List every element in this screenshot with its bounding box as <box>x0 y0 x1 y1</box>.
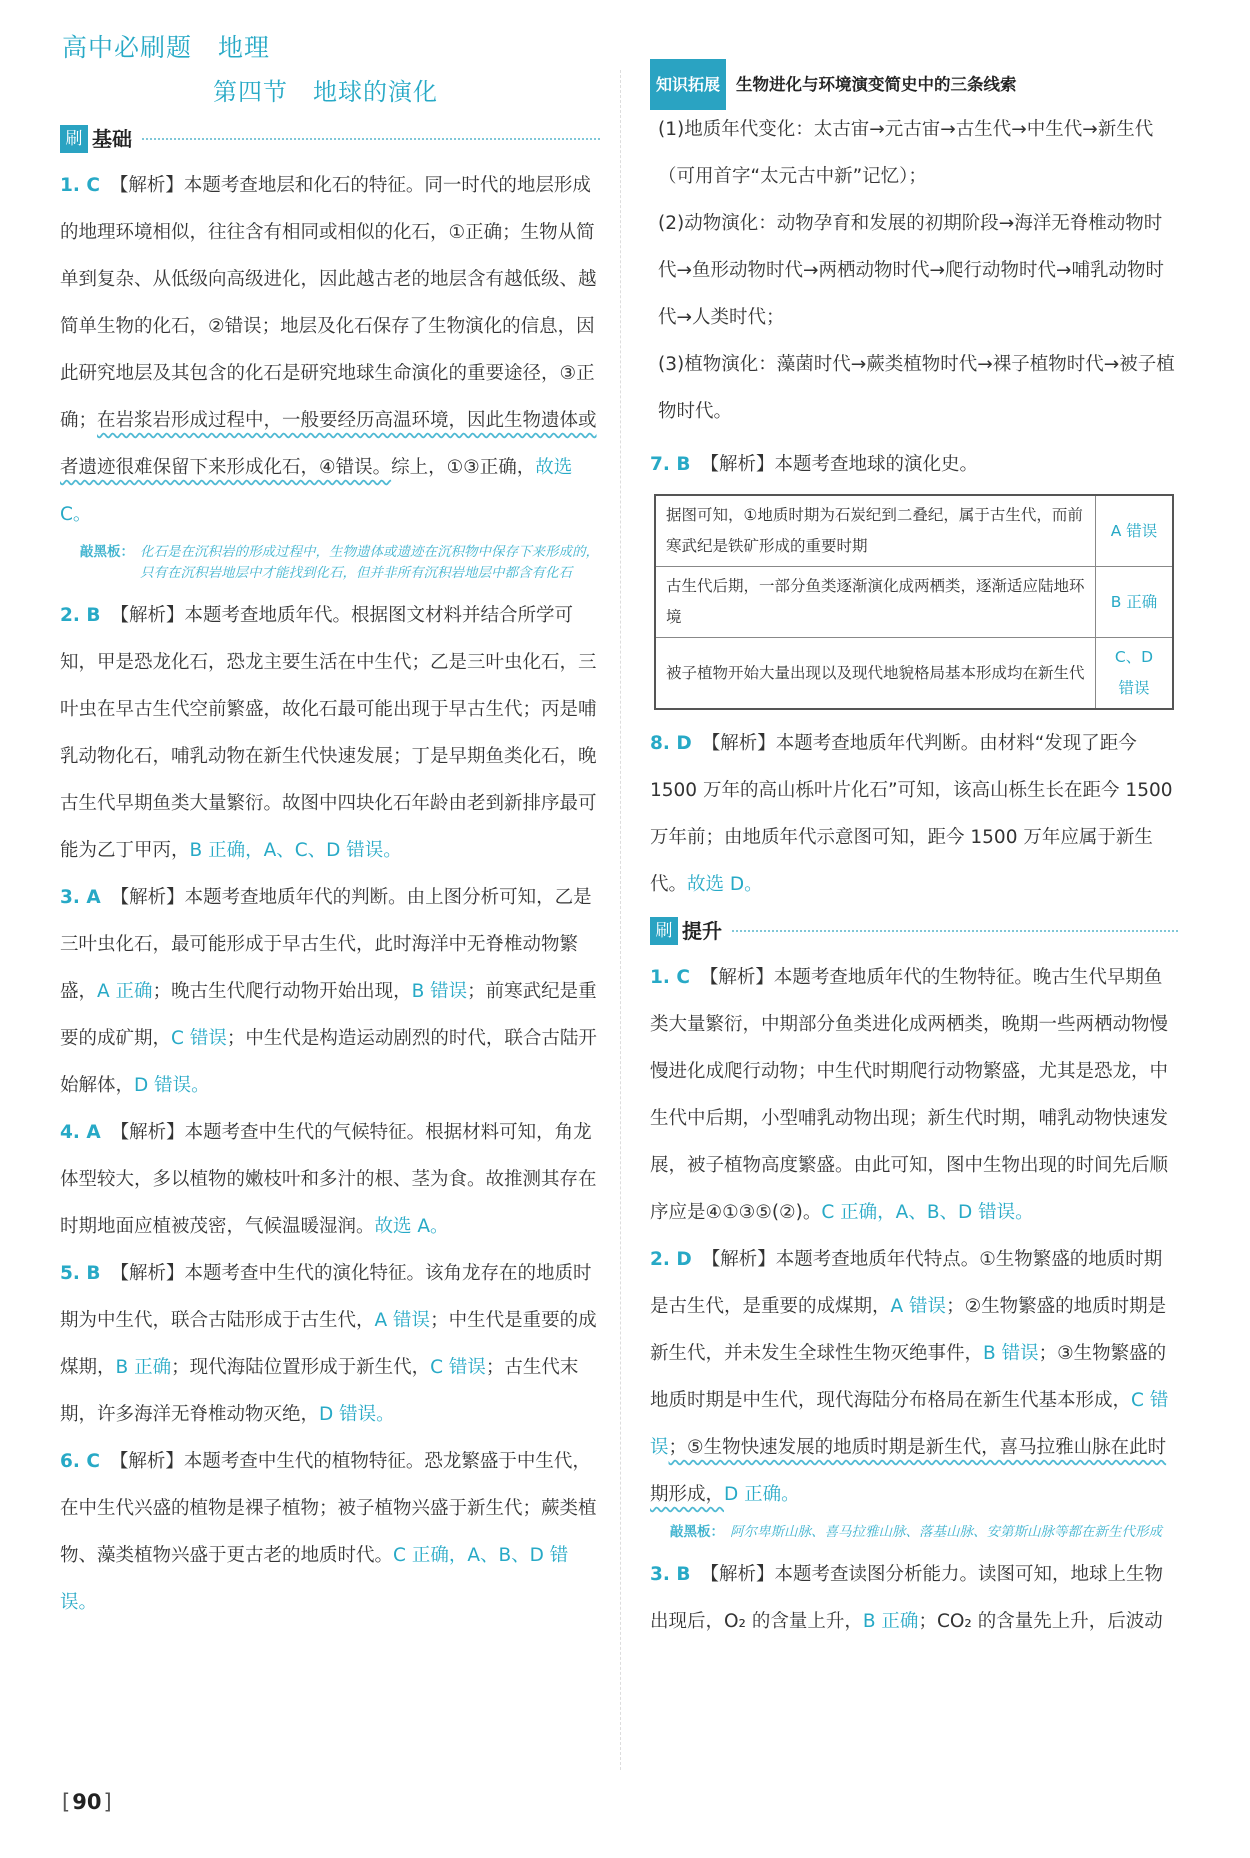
answer-number: 7. B <box>650 454 691 475</box>
right-column <box>650 66 1178 1645</box>
table-row: 据图可知，①地质时期为石炭纪到二叠纪，属于古生代，而前寒武纪是铁矿形成的重要时期 A 错误 <box>655 495 1173 567</box>
answer-item: 6. C 【解析】本题考查中生代的植物特征。恐龙繁盛于中生代，在中生代兴盛的植物是裸子植物；被子植物兴盛于新生代；蕨类植物、藻类植物兴盛于更古老的地质时代。C 正确，A、B、D 错误。 <box>60 1451 597 1613</box>
basic-label: 基础 <box>92 126 132 151</box>
dotted-divider <box>142 138 600 140</box>
answer-item: 1. C 【解析】本题考查地层和化石的特征。同一时代的地层形成的地理环境相似，往往含有相同或相似的化石，①正确；生物从简单到复杂、从低级向高级进化，因此越古老的地层含有越低级、越简单生物的化石，②错误；地层及化石保存了生物演化的信息，因此研究地层及其包含的化石是研究地球生命演化的重要途径，③正确；在岩浆岩形成过程中，一般要经历高温环境，因此生物遗体或者遗迹很难保留下来形成化石，④错误。综上，①③正确，故选 C。 <box>60 175 597 525</box>
answer-number: 5. B <box>60 1263 101 1284</box>
analysis-table <box>654 494 1174 710</box>
advanced-badge: 刷 <box>650 917 678 945</box>
extension-line: (3)植物演化：藻菌时代→蕨类植物时代→裸子植物时代→被子植物时代。 <box>658 354 1175 422</box>
column-divider <box>620 70 621 1770</box>
extension-header <box>650 66 1178 102</box>
answer-item: 5. B 【解析】本题考查中生代的演化特征。该角龙存在的地质时期为中生代，联合古陆形成于古生代，A 错误；中生代是重要的成煤期，B 正确；现代海陆位置形成于新生代，C 错误；古生代末期，许多海洋无脊椎动物灭绝，D 错误。 <box>60 1263 597 1425</box>
book-header: 高中必刷题 地理 <box>62 33 271 62</box>
basic-section-header <box>60 116 600 162</box>
answer-item: 3. A 【解析】本题考查地质年代的判断。由上图分析可知，乙是三叶虫化石，最可能形成于早古生代，此时海洋中无脊椎动物繁盛，A 正确；晚古生代爬行动物开始出现，B 错误；前寒武纪是重要的成矿期，C 错误；中生代是构造运动剧烈的时代，联合古陆开始解体，D 错误。 <box>60 887 597 1096</box>
note-box <box>670 1522 1178 1543</box>
table-row: 古生代后期，一部分鱼类逐渐演化成两栖类，逐渐适应陆地环境 B 正确 <box>655 567 1173 638</box>
basic-badge: 刷 <box>60 125 88 153</box>
advanced-label: 提升 <box>682 918 722 943</box>
extension-line: (1)地质年代变化：太古宙→元古宙→古生代→中生代→新生代（可用首字“太元古中新”记忆）； <box>658 119 1154 187</box>
answer-item: 1. C 【解析】本题考查地质年代的生物特征。晚古生代早期鱼类大量繁衍，中期部分鱼类进化成两栖类，晚期一些两栖动物慢慢进化成爬行动物；中生代时期爬行动物繁盛，尤其是恐龙，中生代中后期，小型哺乳动物出现；新生代时期，哺乳动物快速发展，被子植物高度繁盛。由此可知，图中生物出现的时间先后顺序应是④①③⑤(②)。C 正确，A、B、D 错误。 <box>650 967 1169 1223</box>
answer-item: 4. A 【解析】本题考查中生代的气候特征。根据材料可知，角龙体型较大，多以植物的嫩枝叶和多汁的根、茎为食。故推测其存在时期地面应植被茂密，气候温暖湿润。故选 A。 <box>60 1122 597 1237</box>
answer-item: 8. D 【解析】本题考查地质年代判断。由材料“发现了距今 1500 万年的高山栎叶片化石”可知，该高山栎生长在距今 1500 万年前；由地质年代示意图可知，距今 1500 万年应属于新生代。故选 D。 <box>650 733 1173 895</box>
table-row: 被子植物开始大量出现以及现代地貌格局基本形成均在新生代 C、D 错误 <box>655 638 1173 710</box>
section-title: 第四节 地球的演化 <box>213 78 438 106</box>
page-number: [ 90 ] <box>62 1790 112 1814</box>
answer-number: 4. A <box>60 1122 101 1143</box>
note-tag: 敲黑板： <box>670 1524 724 1540</box>
answer-number: 1. C <box>60 175 100 196</box>
advanced-section-header <box>650 908 1178 954</box>
answer-item: 2. B 【解析】本题考查地质年代。根据图文材料并结合所学可知，甲是恐龙化石，恐龙主要生活在中生代；乙是三叶虫化石，三叶虫在早古生代空前繁盛，故化石最可能出现于早古生代；丙是哺乳动物化石，哺乳动物在新生代快速发展；丁是早期鱼类化石，晚古生代早期鱼类大量繁衍。故图中四块化石年龄由老到新排序最可能为乙丁甲丙，B 正确，A、C、D 错误。 <box>60 605 597 861</box>
answer-number: 2. D <box>650 1249 692 1270</box>
answer-item: 7. B 【解析】本题考查地球的演化史。 <box>650 454 978 475</box>
extension-line: (2)动物演化：动物孕育和发展的初期阶段→海洋无脊椎动物时代→鱼形动物时代→两栖动物时代→爬行动物时代→哺乳动物时代→人类时代； <box>658 213 1165 328</box>
note-box <box>80 542 600 584</box>
note-text: 阿尔卑斯山脉、喜马拉雅山脉、落基山脉、安第斯山脉等都在新生代形成 <box>730 1524 1162 1540</box>
answer-number: 3. A <box>60 887 101 908</box>
answer-number: 8. D <box>650 733 692 754</box>
left-column <box>60 116 600 1626</box>
answer-number: 2. B <box>60 605 101 626</box>
answer-number: 1. C <box>650 967 690 988</box>
dotted-divider <box>732 930 1178 932</box>
answer-number: 3. B <box>650 1564 691 1585</box>
extension-badge: 知识拓展 <box>650 59 726 110</box>
answer-number: 6. C <box>60 1451 100 1472</box>
answer-item: 2. D 【解析】本题考查地质年代特点。①生物繁盛的地质时期是古生代，是重要的成煤期，A 错误；②生物繁盛的地质时期是新生代，并未发生全球性生物灭绝事件，B 错误；③生物繁盛的地质时期是中生代，现代海陆分布格局在新生代基本形成，C 错误；⑤生物快速发展的地质时期是新生代，喜马拉雅山脉在此时期形成，D 正确。 <box>650 1249 1169 1505</box>
extension-title: 生物进化与环境演变简史中的三条线索 <box>736 74 1017 94</box>
note-tag: 敲黑板： <box>80 544 134 560</box>
answer-item: 3. B 【解析】本题考查读图分析能力。读图可知，地球上生物出现后，O₂ 的含量上升，B 正确；CO₂ 的含量先上升，后波动 <box>650 1564 1163 1632</box>
note-text: 化石是在沉积岩的形成过程中，生物遗体或遗迹在沉积物中保存下来形成的，只有在沉积岩地层中才能找到化石，但并非所有沉积岩地层中都含有化石 <box>140 544 599 581</box>
